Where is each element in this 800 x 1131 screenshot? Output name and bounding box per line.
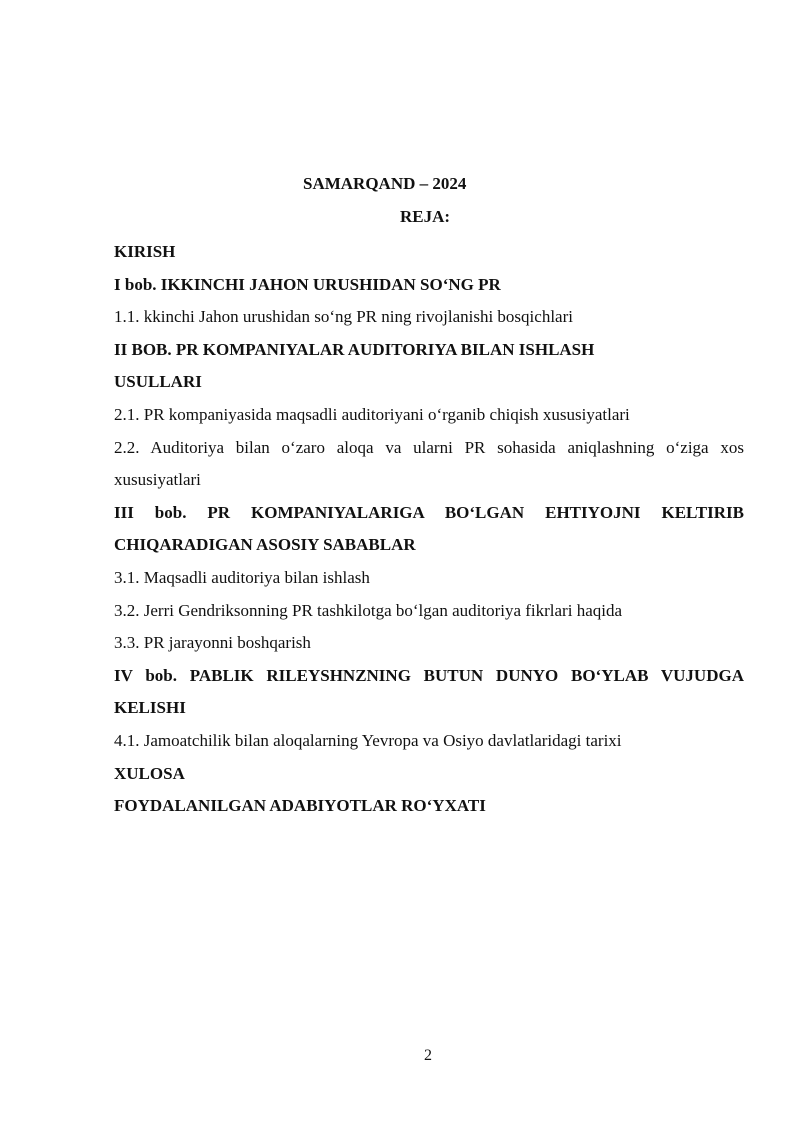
toc-item: 3.2. Jerri Gendriksonning PR tashkilotga boʻlgan auditoriya fikrlari haqida bbox=[114, 600, 623, 620]
plan-title: REJA: bbox=[400, 207, 451, 226]
toc-item: 4.1. Jamoatchilik bilan aloqalarning Yevropa va Osiyo davlatlaridagi tarixi bbox=[114, 730, 622, 750]
toc-item: KELISHI bbox=[114, 698, 186, 718]
toc-item: USULLARI bbox=[114, 372, 202, 392]
toc-item: 2.2. Auditoriya bilan oʻzaro aloqa va ularni PR sohasida aniqlashning oʻziga xos bbox=[114, 437, 744, 457]
toc-item: XULOSA bbox=[114, 763, 185, 783]
toc-item: IV bob. PABLIK RILEYSHNZNING BUTUN DUNYO BOʻYLAB VUJUDGA bbox=[114, 665, 744, 685]
toc-item: xususiyatlari bbox=[114, 470, 201, 490]
table-of-contents bbox=[114, 236, 744, 823]
toc-item: FOYDALANILGAN ADABIYOTLAR ROʻYXATI bbox=[114, 796, 486, 816]
toc-item: 2.1. PR kompaniyasida maqsadli auditoriyani oʻrganib chiqish xususiyatlari bbox=[114, 404, 630, 424]
toc-item: III bob. PR KOMPANIYALARIGA BOʻLGAN EHTIYOJNI KELTIRIB bbox=[114, 502, 744, 522]
page-number: 2 bbox=[424, 1047, 432, 1064]
city-year-heading: SAMARQAND – 2024 bbox=[303, 174, 467, 193]
toc-item: I bob. IKKINCHI JAHON URUSHIDAN SOʻNG PR bbox=[114, 274, 501, 294]
toc-item: KIRISH bbox=[114, 242, 176, 261]
toc-item: CHIQARADIGAN ASOSIY SABABLAR bbox=[114, 535, 416, 555]
toc-item: 1.1. kkinchi Jahon urushidan soʻng PR ning rivojlanishi bosqichlari bbox=[114, 307, 573, 327]
toc-item: 3.3. PR jarayonni boshqarish bbox=[114, 633, 311, 653]
toc-item: II BOB. PR KOMPANIYALAR AUDITORIYA BILAN ISHLASH bbox=[114, 339, 595, 359]
toc-item: 3.1. Maqsadli auditoriya bilan ishlash bbox=[114, 567, 370, 587]
